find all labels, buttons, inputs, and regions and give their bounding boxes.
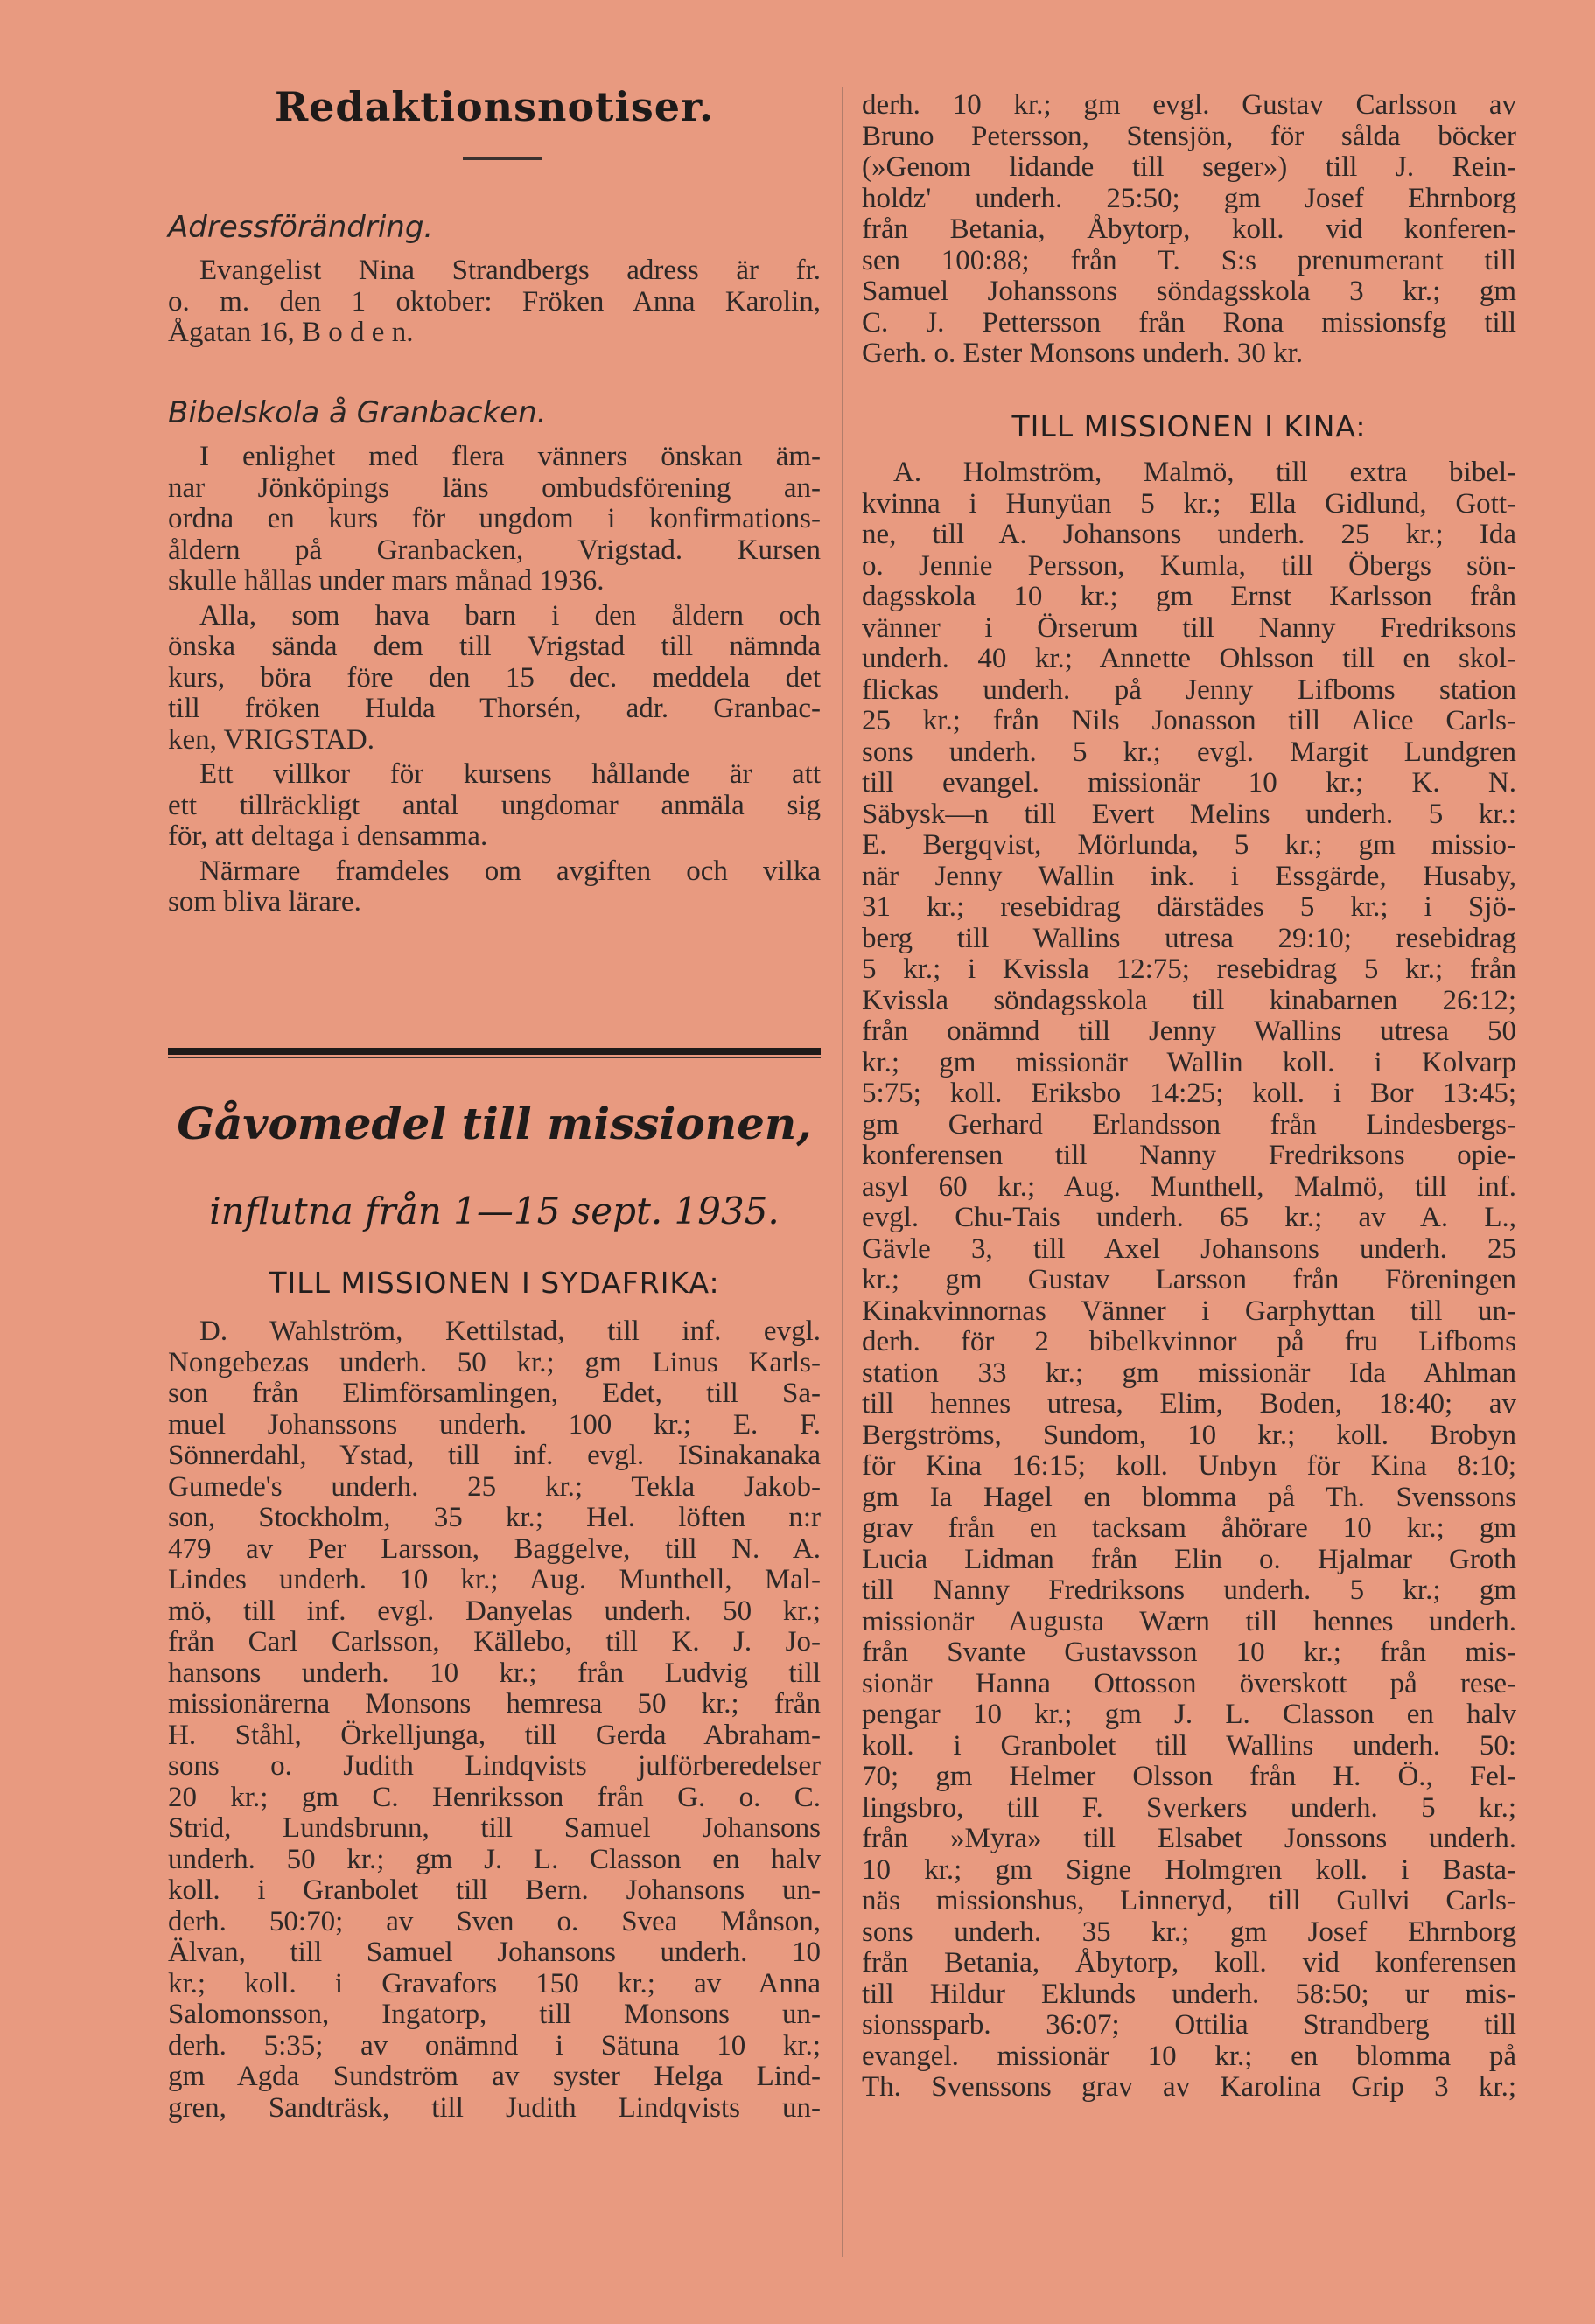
- kina-list: [862, 457, 1516, 2104]
- text-line: Evangelist Nina Strandbergs adress är fr.: [199, 255, 821, 286]
- text-line: asyl 60 kr.; Aug. Munthell, Malmö, till inf.: [862, 1171, 1516, 1203]
- text-line: Gumede's underh. 25 kr.; Tekla Jakob-: [168, 1471, 821, 1503]
- text-line: lingsbro, till F. Sverkers underh. 5 kr.;: [862, 1792, 1516, 1824]
- text-line: 5 kr.; i Kvissla 12:75; resebidrag 5 kr.; från: [862, 954, 1516, 985]
- text-line: från Betania, Åbytorp, koll. vid konferen-: [862, 214, 1516, 245]
- text-line: kr.; gm Gustav Larsson från Föreningen: [862, 1265, 1516, 1295]
- text-line: till evangel. missionär 10 kr.; K. N.: [862, 768, 1516, 799]
- text-line: derh. 10 kr.; gm evgl. Gustav Carlsson av: [862, 90, 1516, 121]
- text-line: kr.; gm missionär Wallin koll. i Kolvarp: [862, 1047, 1516, 1078]
- text-line: evangel. missionär 10 kr.; en blomma på: [862, 2041, 1516, 2072]
- text-line: kurs, böra före den 15 dec. meddela det: [168, 662, 821, 694]
- text-line: nar Jönköpings läns ombudsförening an-: [168, 472, 821, 504]
- text-line: station 33 kr.; gm missionär Ida Ahlman: [862, 1357, 1516, 1389]
- gift-subtitle: influtna från 1—15 sept. 1935.: [209, 1190, 780, 1232]
- text-line: Ågatan 16, B o d e n.: [168, 318, 414, 348]
- text-line: son från Elimförsamlingen, Edet, till Sa-: [168, 1378, 821, 1409]
- text-line: önska sända dem till Vrigstad till nämnda: [168, 632, 821, 662]
- text-line: som bliva lärare.: [168, 887, 361, 918]
- paragraph: [168, 442, 821, 597]
- adress-text: [168, 255, 821, 349]
- text-line: Lucia Lidman från Elin o. Hjalmar Groth: [862, 1544, 1516, 1575]
- text-line: 70; gm Helmer Olsson från H. Ö., Fel-: [862, 1762, 1516, 1792]
- text-line: missionär Augusta Wærn till hennes underh.: [862, 1606, 1516, 1637]
- text-line: o. m. den 1 oktober: Fröken Anna Karolin,: [168, 286, 821, 318]
- text-line: koll. i Granbolet till Wallins underh. 50:: [862, 1730, 1516, 1762]
- text-line: berg till Wallins utresa 29:10; resebidrag: [862, 923, 1516, 954]
- text-line: sons underh. 35 kr.; gm Josef Ehrnborg: [862, 1916, 1516, 1948]
- text-line: när Jenny Wallin ink. i Essgärde, Husaby,: [862, 861, 1516, 892]
- page-title: Redaktionsnotiser.: [274, 83, 715, 130]
- text-line: till hennes utresa, Elim, Boden, 18:40; av: [862, 1389, 1516, 1420]
- text-line: (»Genom lidande till seger») till J. Rein-: [862, 152, 1516, 183]
- text-line: sen 100:88; från T. S:s prenumerant till: [862, 245, 1516, 276]
- text-line: Salomonsson, Ingatorp, till Monsons un-: [168, 1999, 821, 2030]
- text-line: ordna en kurs för ungdom i konfirmations-: [168, 504, 821, 534]
- text-line: ne, till A. Johansons underh. 25 kr.; Ida: [862, 520, 1516, 550]
- text-line: Närmare framdeles om avgiften och vilka: [199, 855, 821, 887]
- sydafrika-list: [168, 1316, 821, 2124]
- text-line: C. J. Pettersson från Rona missionsfg till: [862, 307, 1516, 338]
- text-line: sionssparb. 36:07; Ottilia Strandberg till: [862, 2010, 1516, 2041]
- text-line: sons o. Judith Lindqvists julförberedelser: [168, 1751, 821, 1782]
- text-line: från Carl Carlsson, Källebo, till K. J. Jo-: [168, 1627, 821, 1658]
- text-line: 20 kr.; gm C. Henriksson från G. o. C.: [168, 1782, 821, 1813]
- text-line: sons underh. 5 kr.; evgl. Margit Lundgren: [862, 736, 1516, 768]
- text-line: dagsskola 10 kr.; gm Ernst Karlsson från: [862, 582, 1516, 612]
- text-line: från onämnd till Jenny Wallins utresa 50: [862, 1016, 1516, 1047]
- text-line: 25 kr.; från Nils Jonasson till Alice Carls-: [862, 706, 1516, 736]
- text-line: kr.; koll. i Gravafors 150 kr.; av Anna: [168, 1968, 821, 1999]
- text-line: ett tillräckligt antal ungdomar anmäla sig: [168, 790, 821, 821]
- title-rule: [463, 157, 542, 160]
- paragraph: [168, 601, 821, 757]
- text-line: koll. i Granbolet till Bern. Johansons un-: [168, 1875, 821, 1906]
- text-line: Säbysk—n till Evert Melins underh. 5 kr.:: [862, 799, 1516, 830]
- text-line: för, att deltaga i densamma.: [168, 821, 488, 852]
- text-line: flickas underh. på Jenny Lifboms station: [862, 674, 1516, 706]
- text-line: konferensen till Nanny Fredriksons opie-: [862, 1141, 1516, 1171]
- text-line: kvinna i Hunyüan 5 kr.; Ella Gidlund, Gott-: [862, 488, 1516, 520]
- text-line: derh. 50:70; av Sven o. Svea Månson,: [168, 1906, 821, 1937]
- text-line: gren, Sandträsk, till Judith Lindqvists un-: [168, 2092, 821, 2124]
- text-line: underh. 50 kr.; gm J. L. Classon en halv: [168, 1844, 821, 1875]
- adress-heading: Adressförändring.: [168, 210, 434, 245]
- text-line: underh. 40 kr.; Annette Ohlsson till en skol-: [862, 644, 1516, 674]
- kina-heading: TILL MISSIONEN I KINA:: [1011, 409, 1367, 443]
- text-line: från Svante Gustavsson 10 kr.; från mis-: [862, 1637, 1516, 1668]
- text-line: Bergströms, Sundom, 10 kr.; koll. Brobyn: [862, 1420, 1516, 1451]
- text-line: Gävle 3, till Axel Johansons underh. 25: [862, 1233, 1516, 1265]
- text-line: 5:75; koll. Eriksbo 14:25; koll. i Bor 13:45;: [862, 1078, 1516, 1109]
- text-line: H. Ståhl, Örkelljunga, till Gerda Abraham-: [168, 1720, 821, 1751]
- text-line: Kinakvinnornas Vänner i Garphyttan till un-: [862, 1295, 1516, 1327]
- text-line: D. Wahlström, Kettilstad, till inf. evgl.: [199, 1316, 821, 1347]
- paragraph: [168, 856, 821, 918]
- text-line: sionär Hanna Ottosson överskott på rese-: [862, 1668, 1516, 1699]
- text-line: 10 kr.; gm Signe Holmgren koll. i Basta-: [862, 1854, 1516, 1886]
- text-line: grav från en tacksam åhörare 10 kr.; gm: [862, 1513, 1516, 1544]
- text-line: till Hildur Eklunds underh. 58:50; ur mis-: [862, 1979, 1516, 2010]
- text-line: derh. 5:35; av onämnd i Sätuna 10 kr.;: [168, 2030, 821, 2062]
- text-line: hansons underh. 10 kr.; från Ludvig till: [168, 1658, 821, 1689]
- text-line: pengar 10 kr.; gm J. L. Classon en halv: [862, 1699, 1516, 1730]
- text-line: ken, VRIGSTAD.: [168, 724, 374, 756]
- text-line: 31 kr.; resebidrag därstädes 5 kr.; i Sjö-: [862, 892, 1516, 923]
- paragraph: [168, 759, 821, 853]
- text-line: Alla, som hava barn i den åldern och: [199, 600, 821, 632]
- text-line: gm Agda Sundström av syster Helga Lind-: [168, 2062, 821, 2092]
- text-line: gm Ia Hagel en blomma på Th. Svenssons: [862, 1482, 1516, 1513]
- text-line: Th. Svenssons grav av Karolina Grip 3 kr.;: [862, 2072, 1516, 2103]
- gift-title: Gåvomedel till missionen,: [177, 1098, 812, 1149]
- text-line: vänner i Örserum till Nanny Fredriksons: [862, 612, 1516, 644]
- text-line: Bruno Petersson, Stensjön, för sålda böcker: [862, 121, 1516, 152]
- text-line: näs missionshus, Linneryd, till Gullvi Carls-: [862, 1886, 1516, 1916]
- text-line: muel Johanssons underh. 100 kr.; E. F.: [168, 1409, 821, 1441]
- text-line: Sönnerdahl, Ystad, till inf. evgl. ISinakanaka: [168, 1441, 821, 1471]
- bibelskola-heading: Bibelskola å Granbacken.: [168, 395, 547, 430]
- text-line: från »Myra» till Elsabet Jonssons underh.: [862, 1824, 1516, 1854]
- column-divider: [842, 87, 843, 2257]
- text-line: I enlighet med flera vänners önskan äm-: [199, 442, 821, 472]
- text-line: Nongebezas underh. 50 kr.; gm Linus Karls-: [168, 1347, 821, 1378]
- text-line: son, Stockholm, 35 kr.; Hel. löften n:r: [168, 1503, 821, 1533]
- text-line: från Betania, Åbytorp, koll. vid konferensen: [862, 1948, 1516, 1979]
- text-line: A. Holmström, Malmö, till extra bibel-: [893, 457, 1516, 488]
- text-line: Lindes underh. 10 kr.; Aug. Munthell, Mal-: [168, 1565, 821, 1595]
- text-line: till Nanny Fredriksons underh. 5 kr.; gm: [862, 1575, 1516, 1606]
- text-line: Gerh. o. Ester Monsons underh. 30 kr.: [862, 338, 1304, 369]
- sydafrika-continued: [862, 90, 1516, 370]
- text-line: E. Bergqvist, Mörlunda, 5 kr.; gm missio-: [862, 830, 1516, 861]
- bibelskola-text: [168, 442, 821, 918]
- text-line: åldern på Granbacken, Vrigstad. Kursen: [168, 534, 821, 566]
- text-line: evgl. Chu-Tais underh. 65 kr.; av A. L.,: [862, 1203, 1516, 1233]
- text-line: Kvissla söndagsskola till kinabarnen 26:12;: [862, 985, 1516, 1016]
- text-line: holdz' underh. 25:50; gm Josef Ehrnborg: [862, 183, 1516, 214]
- text-line: 479 av Per Larsson, Baggelve, till N. A.: [168, 1533, 821, 1565]
- sydafrika-heading: TILL MISSIONEN I SYDAFRIKA:: [269, 1266, 720, 1300]
- text-line: skulle hållas under mars månad 1936.: [168, 566, 605, 597]
- text-line: derh. för 2 bibelkvinnor på fru Lifboms: [862, 1327, 1516, 1357]
- text-line: gm Gerhard Erlandsson från Lindesbergs-: [862, 1109, 1516, 1141]
- text-line: till fröken Hulda Thorsén, adr. Granbac-: [168, 694, 821, 724]
- text-line: Samuel Johanssons söndagsskola 3 kr.; gm: [862, 276, 1516, 307]
- section-rule: [168, 1048, 821, 1055]
- text-line: Strid, Lundsbrunn, till Samuel Johansons: [168, 1813, 821, 1844]
- text-line: för Kina 16:15; koll. Unbyn för Kina 8:10;: [862, 1451, 1516, 1482]
- text-line: o. Jennie Persson, Kumla, till Öbergs sön-: [862, 550, 1516, 582]
- text-line: Ett villkor för kursens hållande är att: [199, 759, 821, 790]
- text-line: missionärerna Monsons hemresa 50 kr.; från: [168, 1689, 821, 1720]
- text-line: mö, till inf. evgl. Danyelas underh. 50 kr.;: [168, 1595, 821, 1627]
- text-line: Älvan, till Samuel Johansons underh. 10: [168, 1937, 821, 1968]
